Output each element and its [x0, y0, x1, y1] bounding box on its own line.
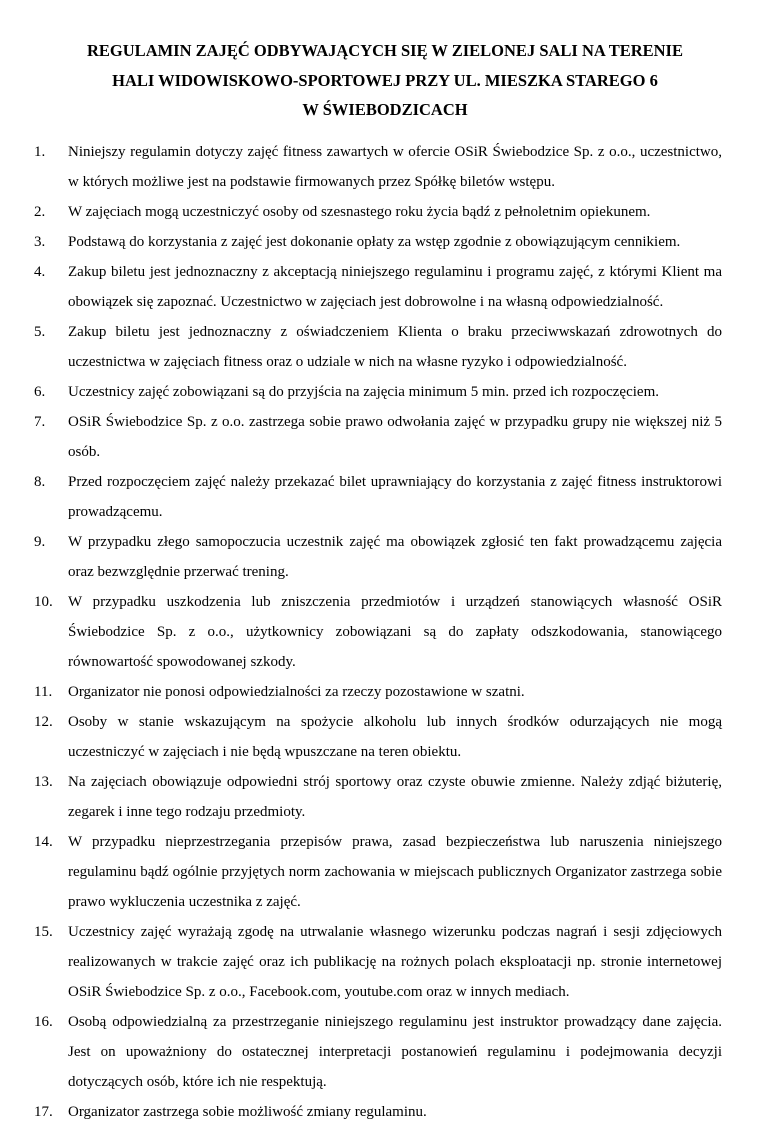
rule-item — [34, 677, 722, 707]
rule-item — [34, 197, 722, 227]
rule-number: 3. — [34, 234, 46, 250]
title-line-2: HALI WIDOWISKOWO-SPORTOWEJ PRZY UL. MIESZKA STAREGO 6 — [112, 70, 658, 90]
title-line-3: W ŚWIEBODZICACH — [302, 100, 468, 119]
rule-item — [34, 587, 722, 677]
rule-item — [34, 707, 722, 767]
rule-item — [34, 767, 722, 827]
rule-number: 7. — [34, 414, 46, 430]
document-title — [40, 36, 730, 125]
rules-list — [34, 137, 722, 1127]
rule-item — [34, 527, 722, 587]
rule-text: Uczestnicy zajęć wyrażają zgodę na utrwalanie własnego wizerunku podczas nagrań i sesji zdjęciowych realizowanych w trakcie zajęć oraz ich publikację na rożnych polach eksploatacji np. stronie internetowej OSiR Świebodzice Sp. z o.o., Facebook.com, youtube.com oraz w innych mediach. — [68, 924, 722, 1000]
rule-text: Przed rozpoczęciem zajęć należy przekazać bilet uprawniający do korzystania z zajęć fitness instruktorowi prowadzącemu. — [68, 474, 722, 520]
rule-text: Zakup biletu jest jednoznaczny z akceptacją niniejszego regulaminu i programu zajęć, z którymi Klient ma obowiązek się zapoznać. Uczestnictwo w zajęciach jest dobrowolne i na własną odpowiedzialność. — [68, 264, 722, 310]
rule-number: 5. — [34, 324, 46, 340]
rule-item — [34, 827, 722, 917]
rule-number: 12. — [34, 714, 53, 730]
rule-text: Osobą odpowiedzialną za przestrzeganie niniejszego regulaminu jest instruktor prowadzący dane zajęcia. Jest on upoważniony do ostatecznej interpretacji postanowień regulaminu i podejmowania decyzji dotyczących osób, które ich nie respektują. — [68, 1014, 722, 1090]
rule-number: 6. — [34, 384, 46, 400]
rule-text: Zakup biletu jest jednoznaczny z oświadczeniem Klienta o braku przeciwwskazań zdrowotnych do uczestnictwa w zajęciach fitness oraz o udziale w nich na własne ryzyko i odpowiedzialność. — [68, 324, 722, 370]
rule-text: Organizator nie ponosi odpowiedzialności za rzeczy pozostawione w szatni. — [68, 684, 525, 700]
rule-number: 17. — [34, 1104, 53, 1120]
rule-item — [34, 377, 722, 407]
rule-text: W przypadku złego samopoczucia uczestnik zajęć ma obowiązek zgłosić ten fakt prowadzącemu zajęcia oraz bezwzględnie przerwać trening. — [68, 534, 722, 580]
rule-number: 14. — [34, 834, 53, 850]
rule-text: W zajęciach mogą uczestniczyć osoby od szesnastego roku życia bądź z pełnoletnim opiekunem. — [68, 204, 651, 220]
rule-number: 13. — [34, 774, 53, 790]
rule-text: Uczestnicy zajęć zobowiązani są do przyjścia na zajęcia minimum 5 min. przed ich rozpoczęciem. — [68, 384, 659, 400]
title-line-1: REGULAMIN ZAJĘĆ ODBYWAJĄCYCH SIĘ W ZIELONEJ SALI NA TERENIE — [87, 41, 683, 60]
rule-item — [34, 1097, 722, 1127]
rule-number: 10. — [34, 594, 53, 610]
rule-text: Podstawą do korzystania z zajęć jest dokonanie opłaty za wstęp zgodnie z obowiązującym cennikiem. — [68, 234, 681, 250]
rule-item — [34, 137, 722, 197]
rule-number: 2. — [34, 204, 46, 220]
rule-number: 8. — [34, 474, 46, 490]
rule-item — [34, 407, 722, 467]
rule-item — [34, 227, 722, 257]
rule-number: 16. — [34, 1014, 53, 1030]
rule-number: 11. — [34, 684, 53, 700]
rule-number: 15. — [34, 924, 53, 940]
rule-number: 4. — [34, 264, 46, 280]
rule-item — [34, 257, 722, 317]
rule-text: W przypadku nieprzestrzegania przepisów prawa, zasad bezpieczeństwa lub naruszenia niniejszego regulaminu bądź ogólnie przyjętych norm zachowania w miejscach publicznych Organizator zastrzega sobie prawo wykluczenia uczestnika z zajęć. — [68, 834, 722, 910]
rule-text: Niniejszy regulamin dotyczy zajęć fitness zawartych w ofercie OSiR Świebodzice Sp. z o.o., uczestnictwo, w których możliwe jest na podstawie firmowanych przez Spółkę biletów wstępu. — [68, 144, 722, 190]
rule-text: W przypadku uszkodzenia lub zniszczenia przedmiotów i urządzeń stanowiących własność OSiR Świebodzice Sp. z o.o., użytkownicy zobowiązani są do zapłaty odszkodowania, stanowiącego równowartość spowodowanej szkody. — [68, 594, 722, 670]
rule-text: Organizator zastrzega sobie możliwość zmiany regulaminu. — [68, 1104, 427, 1120]
rule-text: OSiR Świebodzice Sp. z o.o. zastrzega sobie prawo odwołania zajęć w przypadku grupy nie większej niż 5 osób. — [68, 414, 722, 460]
rule-item — [34, 1007, 722, 1097]
rule-number: 9. — [34, 534, 46, 550]
rule-item — [34, 467, 722, 527]
rule-item — [34, 317, 722, 377]
rule-text: Osoby w stanie wskazującym na spożycie alkoholu lub innych środków odurzających nie mogą uczestniczyć w zajęciach i nie będą wpuszczane na teren obiektu. — [68, 714, 722, 760]
rule-text: Na zajęciach obowiązuje odpowiedni strój sportowy oraz czyste obuwie zmienne. Należy zdjąć biżuterię, zegarek i inne tego rodzaju przedmioty. — [68, 774, 722, 820]
rule-number: 1. — [34, 144, 46, 160]
